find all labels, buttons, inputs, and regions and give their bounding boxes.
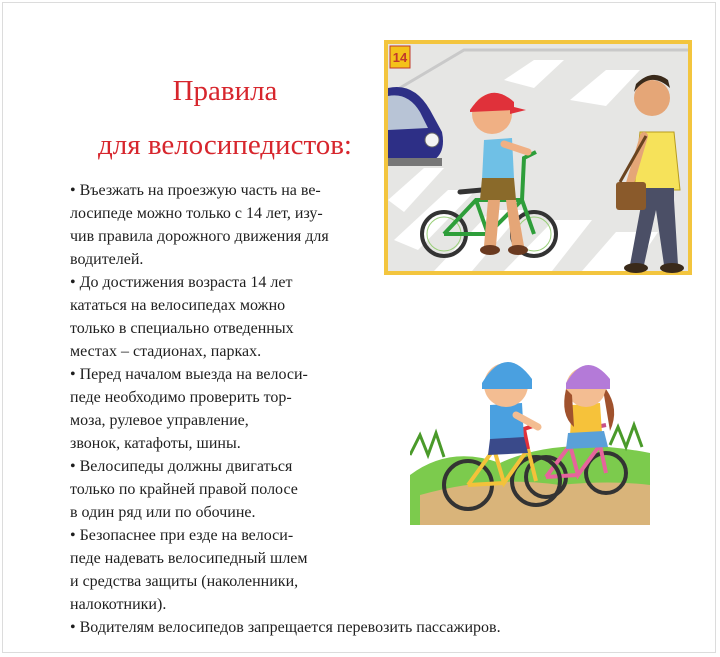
text-line: водителей. bbox=[70, 251, 144, 268]
text-line: кататься на велосипедах можно bbox=[70, 297, 286, 314]
text-line: педе надевать велосипедный шлем bbox=[70, 550, 308, 567]
text-line: только по крайней правой полосе bbox=[70, 481, 298, 498]
text-line: и средства защиты (наколенники, bbox=[70, 573, 299, 590]
text-line: звонок, катафоты, шины. bbox=[70, 435, 241, 452]
text-line: чив правила дорожного движения для bbox=[70, 228, 329, 245]
crosswalk-illustration bbox=[384, 40, 692, 275]
age-badge-text: 14 bbox=[392, 50, 408, 65]
text-line: только в специально отведенных bbox=[70, 320, 294, 337]
text-line: педе необходимо проверить тор- bbox=[70, 389, 292, 406]
title-line-1: Правила bbox=[172, 75, 278, 107]
text-line: местах – стадионах, парках. bbox=[70, 343, 262, 360]
text-line: • Въезжать на проезжую часть на ве- bbox=[70, 182, 321, 199]
text-line: • Безопаснее при езде на велоси- bbox=[70, 527, 294, 544]
text-line: • Перед началом выезда на велоси- bbox=[70, 366, 308, 383]
text-line: • Велосипеды должны двигаться bbox=[70, 458, 293, 475]
title-line-2: для велосипедистов: bbox=[98, 129, 352, 161]
text-line: в один ряд или по обочине. bbox=[70, 504, 256, 521]
text-line: лосипеде можно только с 14 лет, изу- bbox=[70, 205, 323, 222]
text-line: • До достижения возраста 14 лет bbox=[70, 274, 293, 291]
text-line: • Водителям велосипедов запрещается перевозить пассажиров. bbox=[70, 619, 501, 636]
kids-cycling-illustration bbox=[410, 335, 650, 525]
text-line: моза, рулевое управление, bbox=[70, 412, 249, 429]
text-line: налокотники). bbox=[70, 596, 167, 613]
